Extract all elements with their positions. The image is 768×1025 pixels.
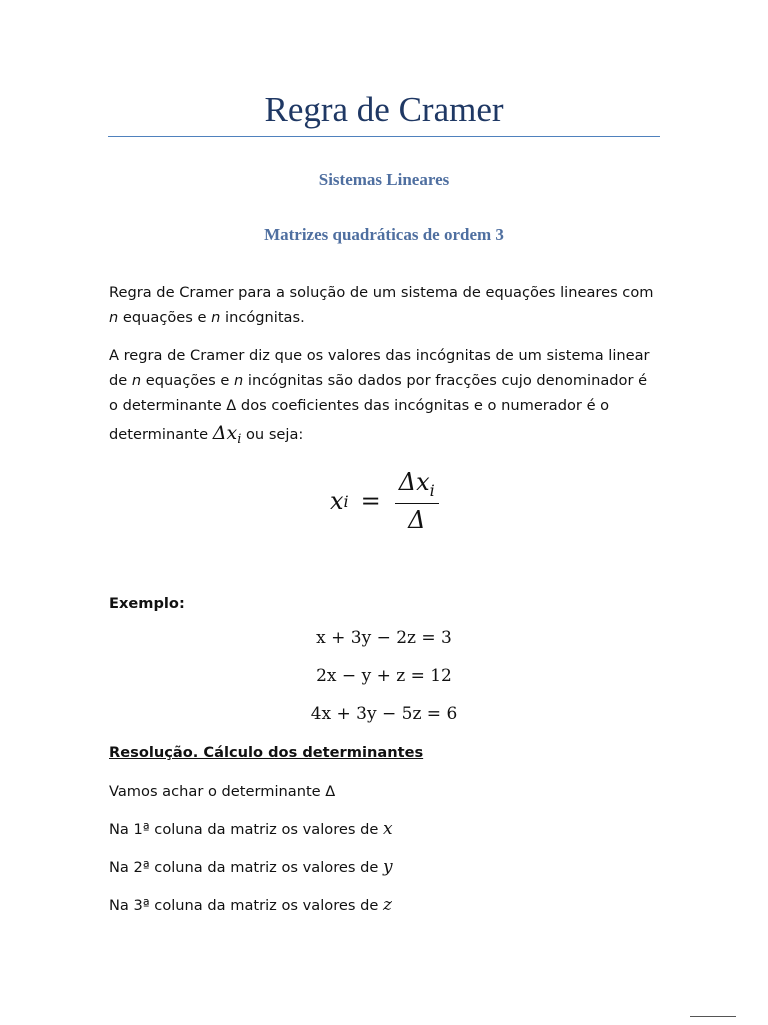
- resolution-heading: Resolução. Cálculo dos determinantes: [109, 744, 424, 761]
- title-divider: [108, 136, 660, 137]
- cramer-formula: x i = $\frac{\Delta x_i}{\Delta}$: [330, 466, 439, 536]
- intro-line-1: Regra de Cramer para a solução de um sistema de equações lineares com: [109, 284, 654, 301]
- step-column-1: Na 1ª coluna da matriz os valores de x: [109, 819, 393, 839]
- formula-fraction: $\frac{\Delta x_i}{\Delta}$: [395, 468, 439, 535]
- subtitle-sistemas: Sistemas Lineares: [318, 170, 450, 189]
- cramer-line-3: o determinante Δ dos coeficientes das incógnitas e o numerador é o: [109, 397, 610, 414]
- equation-2: 2x − y + z = 12: [316, 666, 452, 686]
- cramer-line-1: A regra de Cramer diz que os valores das incógnitas de um sistema linear: [109, 347, 650, 364]
- cramer-line-4: determinante $\Delta x_i$ ou seja:: [109, 422, 304, 447]
- page-title: Regra de Cramer: [264, 90, 504, 129]
- example-label: Exemplo:: [109, 595, 185, 612]
- step-determinant: Vamos achar o determinante Δ: [109, 783, 336, 800]
- step-column-3: Na 3ª coluna da matriz os valores de z: [109, 895, 392, 915]
- intro-line-2: n equações e n incógnitas.: [109, 309, 305, 326]
- equation-1: x + 3y − 2z = 3: [316, 628, 452, 648]
- intro-paragraph: [109, 280, 669, 330]
- cramer-paragraph: [109, 343, 669, 452]
- cramer-line-2: de n equações e n incógnitas são dados por fracções cujo denominador é: [109, 372, 648, 389]
- subtitle-matrizes: Matrizes quadráticas de ordem 3: [264, 225, 504, 244]
- step-column-2: Na 2ª coluna da matriz os valores de y: [109, 857, 393, 877]
- equation-3: 4x + 3y − 5z = 6: [310, 704, 458, 724]
